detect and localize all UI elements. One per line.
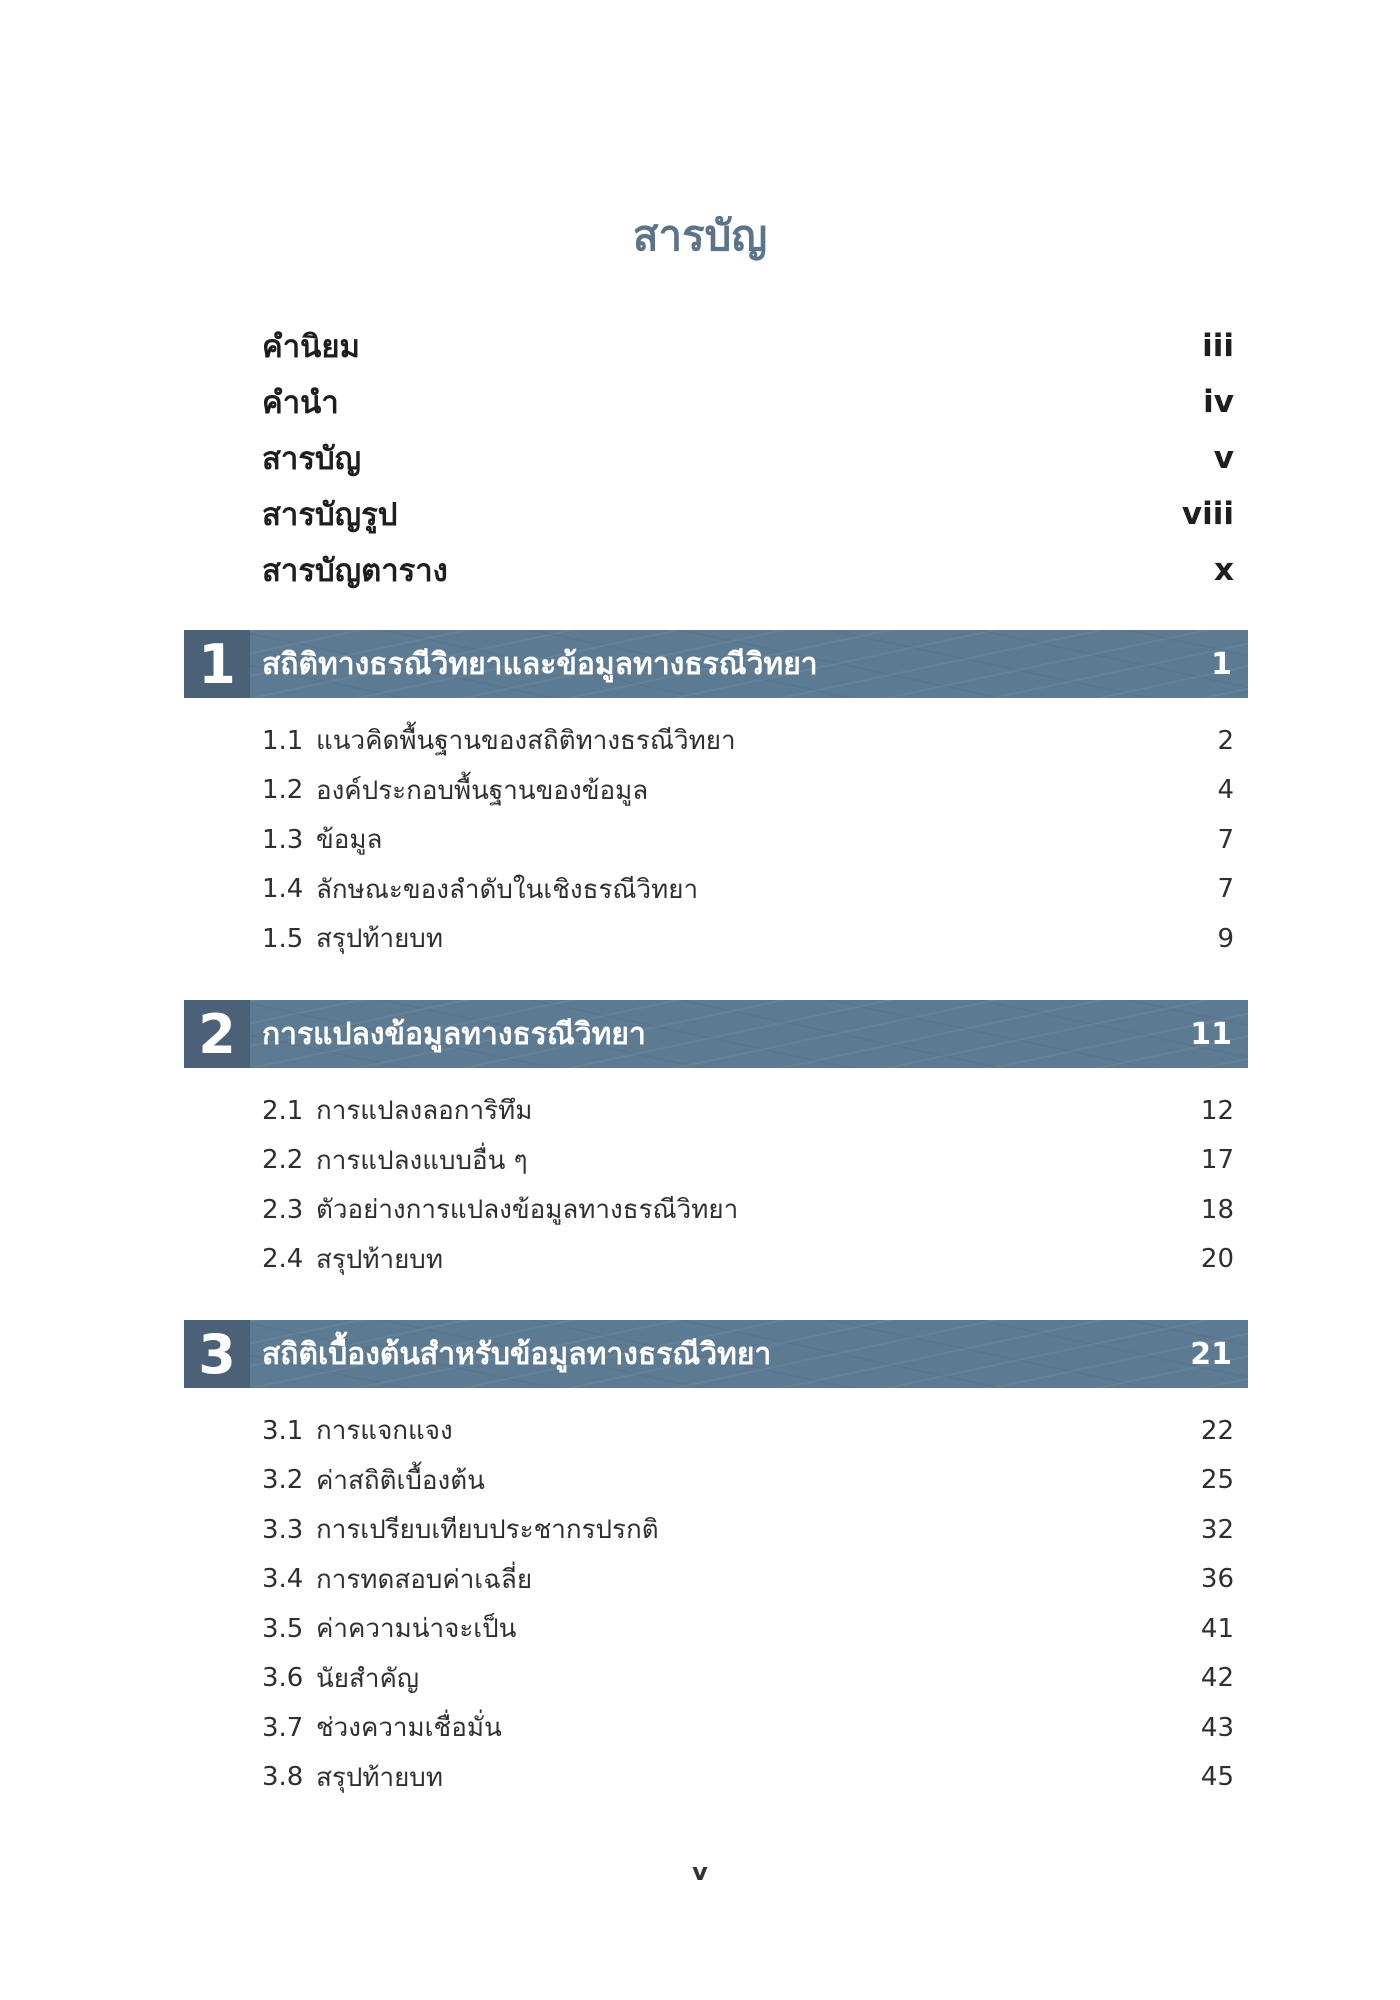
section-title: การทดสอบค่าเฉลี่ย [316,1564,533,1595]
section-title: องค์ประกอบพื้นฐานของข้อมูล [316,775,649,806]
section-item[interactable] [262,716,1234,766]
chapter-page: 21 [1190,1336,1232,1372]
chapter-2 [184,1000,1248,1284]
front-matter-item[interactable] [262,374,1234,430]
section-item[interactable] [262,1555,1234,1605]
section-item[interactable] [262,1654,1234,1704]
section-title: ค่าความน่าจะเป็น [316,1614,517,1645]
chapter-title-bar [250,630,1248,698]
section-title: สรุปท้ายบท [316,1762,443,1793]
section-item[interactable] [262,1235,1234,1285]
front-matter-page: x [1214,552,1234,588]
section-page: 12 [1200,1095,1234,1126]
section-item[interactable] [262,766,1234,816]
section-number: 3.2 [262,1465,304,1496]
section-number: 3.8 [262,1762,304,1793]
section-item[interactable] [262,1456,1234,1506]
chapter-title: สถิติทางธรณีวิทยาและข้อมูลทางธรณีวิทยา [262,646,818,682]
section-item[interactable] [262,1086,1234,1136]
section-number: 3.3 [262,1514,304,1545]
section-number: 3.1 [262,1415,304,1446]
front-matter-item[interactable] [262,542,1234,598]
section-number: 3.7 [262,1712,304,1743]
section-page: 42 [1200,1663,1234,1694]
section-item[interactable] [262,1604,1234,1654]
section-item[interactable] [262,1703,1234,1753]
section-number: 3.4 [262,1564,304,1595]
section-title: นัยสำคัญ [316,1663,420,1694]
section-item[interactable] [262,1136,1234,1186]
page-number: v [692,1858,708,1886]
section-number: 2.4 [262,1244,304,1275]
section-page: 22 [1200,1415,1234,1446]
front-matter-label: คำนิยม [262,329,360,365]
section-number: 1.5 [262,923,304,954]
section-page: 43 [1200,1712,1234,1743]
section-number: 2.3 [262,1194,304,1225]
section-page: 36 [1200,1564,1234,1595]
section-item[interactable] [262,1753,1234,1803]
section-item[interactable] [262,1185,1234,1235]
front-matter-item[interactable] [262,486,1234,542]
chapter-page: 11 [1190,1016,1232,1052]
chapter-3 [184,1320,1248,1802]
section-title: แนวคิดพื้นฐานของสถิติทางธรณีวิทยา [316,726,736,757]
section-title: ลักษณะของลำดับในเชิงธรณีวิทยา [316,874,699,905]
section-page: 32 [1200,1514,1234,1545]
section-number: 3.5 [262,1613,304,1644]
section-number: 3.6 [262,1663,304,1694]
front-matter-page: v [1213,440,1234,476]
section-number: 2.1 [262,1095,304,1126]
section-title: ค่าสถิติเบื้องต้น [316,1465,485,1496]
chapter-number: 3 [184,1320,250,1388]
section-page: 9 [1217,923,1234,954]
front-matter-label: สารบัญรูป [262,497,398,533]
chapter-number: 2 [184,1000,250,1068]
front-matter-page: viii [1181,496,1234,532]
section-title: ข้อมูล [316,825,383,856]
front-matter-page: iv [1203,384,1234,420]
chapter-header[interactable] [184,1000,1248,1068]
section-item[interactable] [262,815,1234,865]
section-page: 41 [1200,1613,1234,1644]
section-number: 1.4 [262,874,304,905]
front-matter-item[interactable] [262,318,1234,374]
page-title: สารบัญ [632,211,768,260]
section-page: 17 [1200,1145,1234,1176]
section-item[interactable] [262,1505,1234,1555]
section-page: 25 [1200,1465,1234,1496]
section-list [262,716,1234,964]
section-title: สรุปท้ายบท [316,924,443,955]
front-matter-item[interactable] [262,430,1234,486]
chapter-1 [184,630,1248,964]
chapter-number: 1 [184,630,250,698]
section-number: 1.2 [262,775,304,806]
section-page: 45 [1200,1762,1234,1793]
chapter-title-bar [250,1000,1248,1068]
section-page: 7 [1217,824,1234,855]
section-list [262,1406,1234,1802]
section-item[interactable] [262,1406,1234,1456]
section-item[interactable] [262,914,1234,964]
section-title: ตัวอย่างการแปลงข้อมูลทางธรณีวิทยา [316,1195,739,1226]
section-page: 4 [1217,775,1234,806]
section-title: การแปลงแบบอื่น ๆ [316,1145,528,1176]
section-title: การแจกแจง [316,1416,453,1447]
front-matter-label: สารบัญ [262,441,362,477]
chapter-header[interactable] [184,630,1248,698]
section-page: 2 [1217,725,1234,756]
chapter-header[interactable] [184,1320,1248,1388]
section-title: สรุปท้ายบท [316,1244,443,1275]
section-page: 7 [1217,874,1234,905]
front-matter-page: iii [1202,328,1234,364]
chapter-title: สถิติเบื้องต้นสำหรับข้อมูลทางธรณีวิทยา [262,1336,772,1372]
section-list [262,1086,1234,1284]
chapter-page: 1 [1211,646,1232,682]
chapter-title: การแปลงข้อมูลทางธรณีวิทยา [262,1016,646,1052]
chapter-title-bar [250,1320,1248,1388]
section-number: 1.1 [262,725,304,756]
section-title: ช่วงความเชื่อมั่น [316,1713,502,1744]
front-matter-label: คำนำ [262,385,339,421]
section-number: 1.3 [262,824,304,855]
section-number: 2.2 [262,1145,304,1176]
section-page: 20 [1200,1244,1234,1275]
section-item[interactable] [262,865,1234,915]
front-matter-label: สารบัญตาราง [262,553,448,589]
section-page: 18 [1200,1194,1234,1225]
section-title: การเปรียบเทียบประชากรปรกติ [316,1515,659,1546]
section-title: การแปลงลอการิทึม [316,1096,533,1127]
front-matter-list [262,318,1234,598]
